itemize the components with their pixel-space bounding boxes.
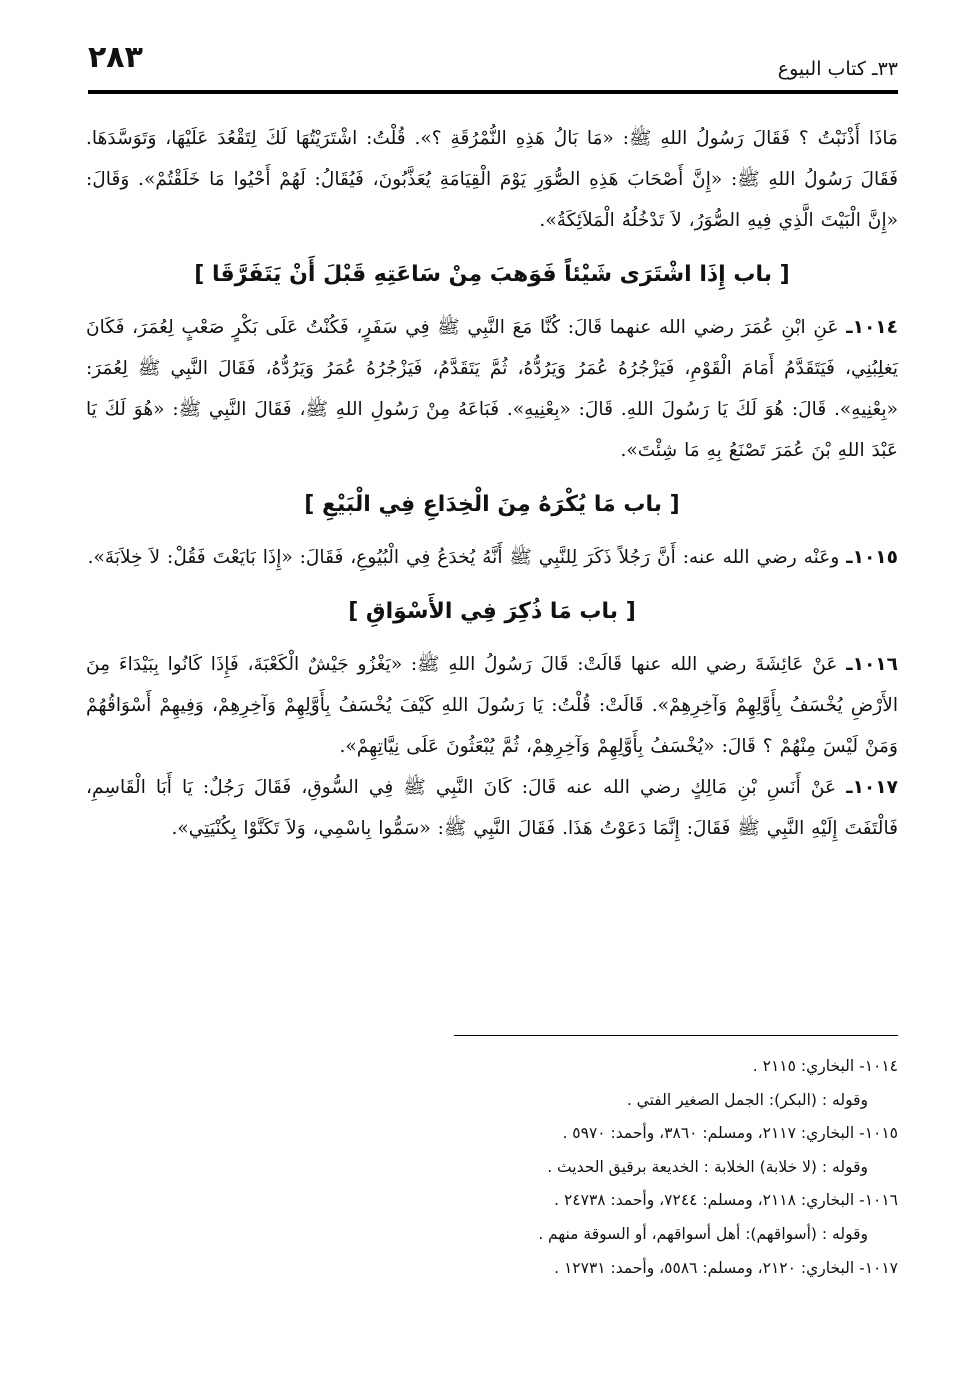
- hadith-text: عَنِ ابْنِ عُمَرَ رضي الله عنهما قَالَ: كُنَّا مَعَ النَّبِي ﷺ فِي سَفَرٍ، فَكُنْتُ عَلَى بَكْرٍ صَعْبٍ لِعُمَرَ، فَكَانَ يَغلِبُنِي، فَيَتَقَدَّمُ أَمَامَ الْقَوْمِ، فَيَزْجُرُهُ عُمَرُ وَيَرُدُّهُ، ثُمَّ يَتَقَدَّمُ، فَيَزْجُرُهُ عُمَرُ وَيَرُدُّهُ، فَقَالَ النَّبِي ﷺ لِعُمَرَ: «بِعْنِيهِ». قَالَ: هُوَ لَكَ يَا رَسُولَ اللهِ. قَالَ: «بِعْنِيهِ». فَبَاعَهُ مِنْ رَسُولِ اللهِ ﷺ، فَقَالَ النَّبِي ﷺ: «هُوَ لَكَ يَا عَبْدَ اللهِ بْنَ عُمَرَ تَصْنَعُ بِهِ مَا شِئْتَ».: [86, 317, 898, 461]
- hadith-number: ١٠١٧ـ: [846, 777, 898, 798]
- footnote-line: وقوله : (البكر): الجمل الصغير الفتي .: [626, 1090, 868, 1109]
- hadith-text: عَنْ عَائِشَةَ رضي الله عنها قَالَتْ: قَالَ رَسُولُ اللهِ ﷺ: «يَغْزُو جَيْشٌ الْكَعْبَةَ، فَإِذَا كَانُوا بِبَيْدَاءَ مِنَ الأَرْضِ يُخْسَفُ بِأَوَّلِهِمْ وَآخِرِهِمْ». قَالَتْ: قُلْتُ: يَا رَسُولَ اللهِ كَيْفَ يُخْسَفُ بِأَوَّلِهِمْ وَآخِرِهِمْ، وَفِيهِمْ أَسْوَاقُهُمْ وَمَنْ لَيْسَ مِنْهُمْ ؟ قَالَ: «يُخْسَفُ بِأَوَّلِهِمْ وَآخِرِهِمْ، ثُمَّ يُبْعَثُونَ عَلَى نِيَّاتِهِمْ».: [86, 654, 898, 757]
- footnotes: [298, 1050, 898, 1285]
- footnote-line: ١٠١٦- البخاري: ٢١١٨، ومسلم: ٧٢٤٤، وأحمد: ٢٤٧٣٨ .: [554, 1191, 898, 1210]
- hadith-number: ١٠١٤ـ: [846, 317, 898, 338]
- footnote-line: وقوله : (لا خلابة) الخلابة : الخديعة برقيق الحديث .: [547, 1157, 868, 1176]
- hadith-text: عَنْ أَنَسِ بْنِ مَالِكٍ رضي الله عنه قَالَ: كَانَ النَّبِي ﷺ فِي السُّوقِ، فَقَالَ رَجُلٌ: يَا أَبَا الْقَاسِمِ، فَالْتَفَتَ إِلَيْهِ النَّبِي ﷺ فَقَالَ: إِنَّمَا دَعَوْتُ هَذَا. فَقَالَ النَّبِي ﷺ: «سَمُّوا بِاسْمِي، وَلاَ تَكَنَّوْا بِكُنْيَتِي».: [86, 777, 898, 839]
- page-number: ٢٨٣: [88, 40, 143, 75]
- footnote-separator: [454, 1035, 898, 1036]
- chapter-heading: [ باب إِذَا اشْتَرَى شَيْئاً فَوَهبَ مِنْ سَاعَتِهِ قَبْلَ أَنْ يَتَفَرَّقَا ]: [194, 262, 790, 287]
- header-rule: [88, 90, 898, 94]
- hadith-number: ١٠١٦ـ: [846, 654, 898, 675]
- hadith-1016: [86, 644, 898, 767]
- hadith-text: وعَنْه رضي الله عنه: أَنَّ رَجُلاً ذَكَرَ لِلنَّبِي ﷺ أَنَّهُ يُخدَعُ فِي الْبُيُوعِ، فَقَالَ: «إِذَا بَايَعْتَ فَقُلْ: لاَ خِلاَبَةَ».: [87, 547, 840, 568]
- footnote-line: وقوله : (أسواقهم): أهل أسواقهم، أو السوقة منهم .: [538, 1224, 868, 1243]
- chapter-heading: [ باب مَا يُكْرَهُ مِنَ الْخِدَاعِ فِي الْبَيْعِ ]: [304, 492, 680, 517]
- hadith-number: ١٠١٥ـ: [846, 547, 898, 568]
- paragraph-text: مَاذَا أَذْنَبْتُ ؟ فَقَالَ رَسُولُ اللهِ ﷺ: «مَا بَالُ هَذِهِ النُّمْرُقَةِ ؟». قُلْتُ: اشْتَرَيْتُهَا لَكَ لِتَقْعُدَ عَلَيْهَا، وَتَوَسَّدَهَا. فَقَالَ رَسُولُ اللهِ ﷺ: «إِنَّ أَصْحَابَ هَذِهِ الصُّوَرِ يَوْمَ الْقِيَامَةِ يُعَذَّبُونَ، فَيُقَالُ: لَهُمْ أَحْيُوا مَا خَلَقْتُمْ». وَقَالَ: «إِنَّ الْبَيْتَ الَّذِي فِيهِ الصُّوَرُ، لاَ تَدْخُلُهُ الْمَلاَئِكَةُ».: [86, 128, 898, 231]
- hadith-1017: [86, 767, 898, 849]
- running-title: ٣٣ـ كتاب البيوع: [777, 58, 898, 80]
- hadith-1014: [86, 307, 898, 471]
- page-header: [88, 36, 898, 90]
- footnote-line: ١٠١٤- البخاري: ٢١١٥ .: [752, 1057, 898, 1075]
- footnote-line: ١٠١٧- البخاري: ٢١٢٠، ومسلم: ٥٥٨٦، وأحمد: ١٢٧٣١ .: [554, 1258, 898, 1277]
- main-text: [86, 118, 898, 849]
- chapter-heading: [ باب مَا ذُكِرَ فِي الأَسْوَاقِ ]: [348, 599, 636, 624]
- footnote-line: ١٠١٥- البخاري: ٢١١٧، ومسلم: ٣٨٦٠، وأحمد: ٥٩٧٠ .: [562, 1124, 898, 1143]
- continued-hadith-paragraph: [86, 118, 898, 241]
- hadith-1015: [86, 537, 898, 578]
